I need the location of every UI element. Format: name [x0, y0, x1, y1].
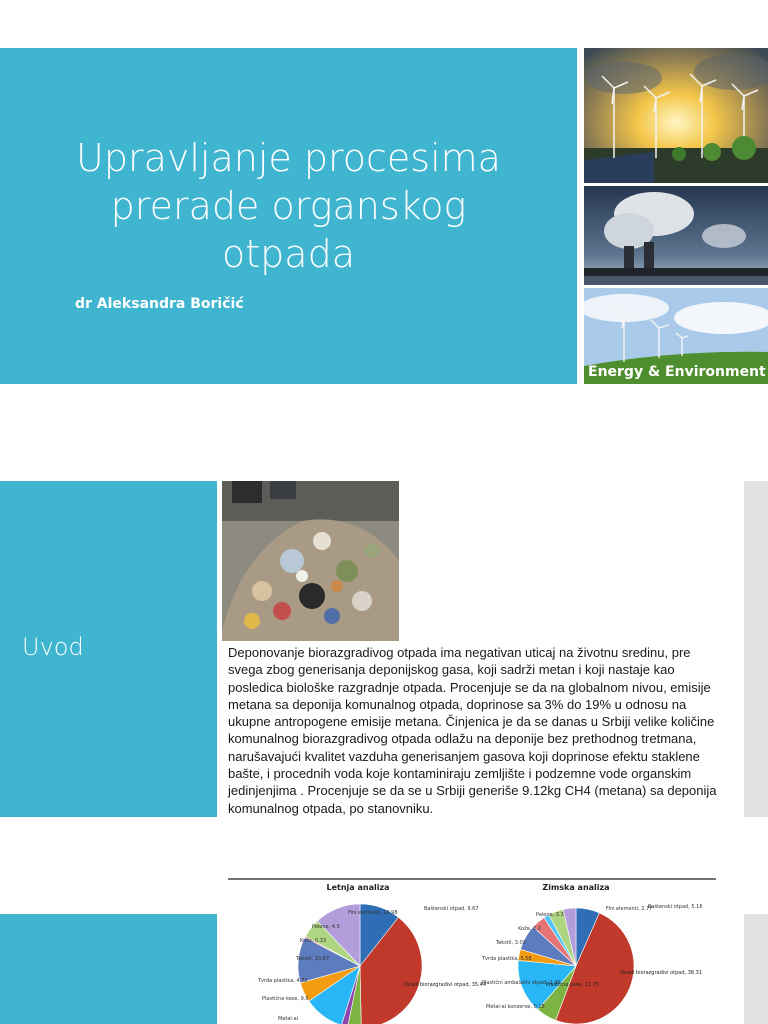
chart-title-summer: Letnja analiza: [326, 883, 390, 892]
next-slide-edge: [744, 481, 768, 817]
slice-label: Tvrda plastika, 5.58: [482, 956, 532, 962]
slice-label: Ostali biorazgradivi otpad, 35.44: [404, 982, 487, 988]
title-line: prerade organskog: [110, 184, 467, 228]
slice-label: Fini elementi, 10.98: [348, 910, 398, 916]
slice-label: Tvrda plastika, 4.72: [258, 978, 308, 984]
title-line: otpada: [222, 232, 355, 276]
slice-label: Koža, 0.33: [300, 938, 327, 944]
power-plant-smoke-photo: [584, 186, 768, 285]
slice-label: Metal-al: [278, 1016, 299, 1022]
slice-label: Tekstil, 10.87: [296, 956, 330, 962]
waste-composition-figure: [228, 878, 716, 1024]
slice-label: Baštenski otpad, 9.67: [424, 906, 479, 912]
intro-body-text: Deponovanje biorazgradivog otpada ima negativan uticaj na životnu sredinu, pre svega zbog generisanja deponijskog gasa, koji sadrži metan i koji nastaje kao posledica biološke razgradnje otpada. Procenjuje se da na globalnom nivou, emisije metana sa deponija komunalnog otpada, doprinose sa 3% do 19% u odnosu na ukupne antropogene emisije metana. Činjenica je da se danas u Srbiji velike količine komunalnog biorazgradivog otpada odlažu na deponije bez prethodnog tretmana, narušavajući kvalitet vazduha generisanjem gasova koji doprinose efektu staklene bašte, i procednih voda koje kontaminiraju zemljište i podzemne vode organskim jedinjenjima . Procenjuje se da se u Srbiji generiše 9.12kg CH4 (metana) sa deponija komunalnog otpada, po stanovniku.: [228, 645, 717, 816]
slice-label: Plastični ambalažni otpad, 2.45: [482, 980, 561, 986]
slice-label: Metal-al konzerve, 0.15: [486, 1004, 545, 1010]
slice-label: Pelene, 3.3: [536, 912, 564, 918]
slice-label: Pelene, 4.5: [312, 924, 340, 930]
slice-label: Tekstil, 3.03: [496, 940, 526, 946]
wind-turbines-field-photo: [584, 288, 768, 384]
slice-label: Koža, 0.2: [518, 926, 541, 932]
slice-label: Plastične kese, 11.75: [546, 982, 599, 988]
next-slide-edge: [744, 914, 768, 1024]
slice-label: Ostali biorazgradivi otpad, 38.31: [620, 970, 703, 976]
slide-title: [0, 134, 577, 278]
chart-title-winter: Zimska analiza: [542, 883, 610, 892]
slice-label: Plastične kese, 9.6: [262, 996, 309, 1002]
wind-turbines-sunset-photo: [584, 48, 768, 183]
slice-label: Baštenski otpad, 5.16: [648, 904, 703, 910]
title-line: Upravljanje procesima: [76, 136, 501, 180]
photo-caption: Energy & Environment: [588, 364, 766, 380]
slice-label: Fini elementi, 2.77: [606, 906, 653, 912]
energy-image-collage: [584, 48, 768, 384]
intro-heading: Uvod: [22, 633, 84, 661]
organic-waste-pile-photo: [222, 481, 399, 641]
author-name: dr Aleksandra Boričić: [75, 296, 244, 312]
pie-chart-summer: [298, 904, 422, 1024]
slide-3-panel: [0, 914, 217, 1024]
